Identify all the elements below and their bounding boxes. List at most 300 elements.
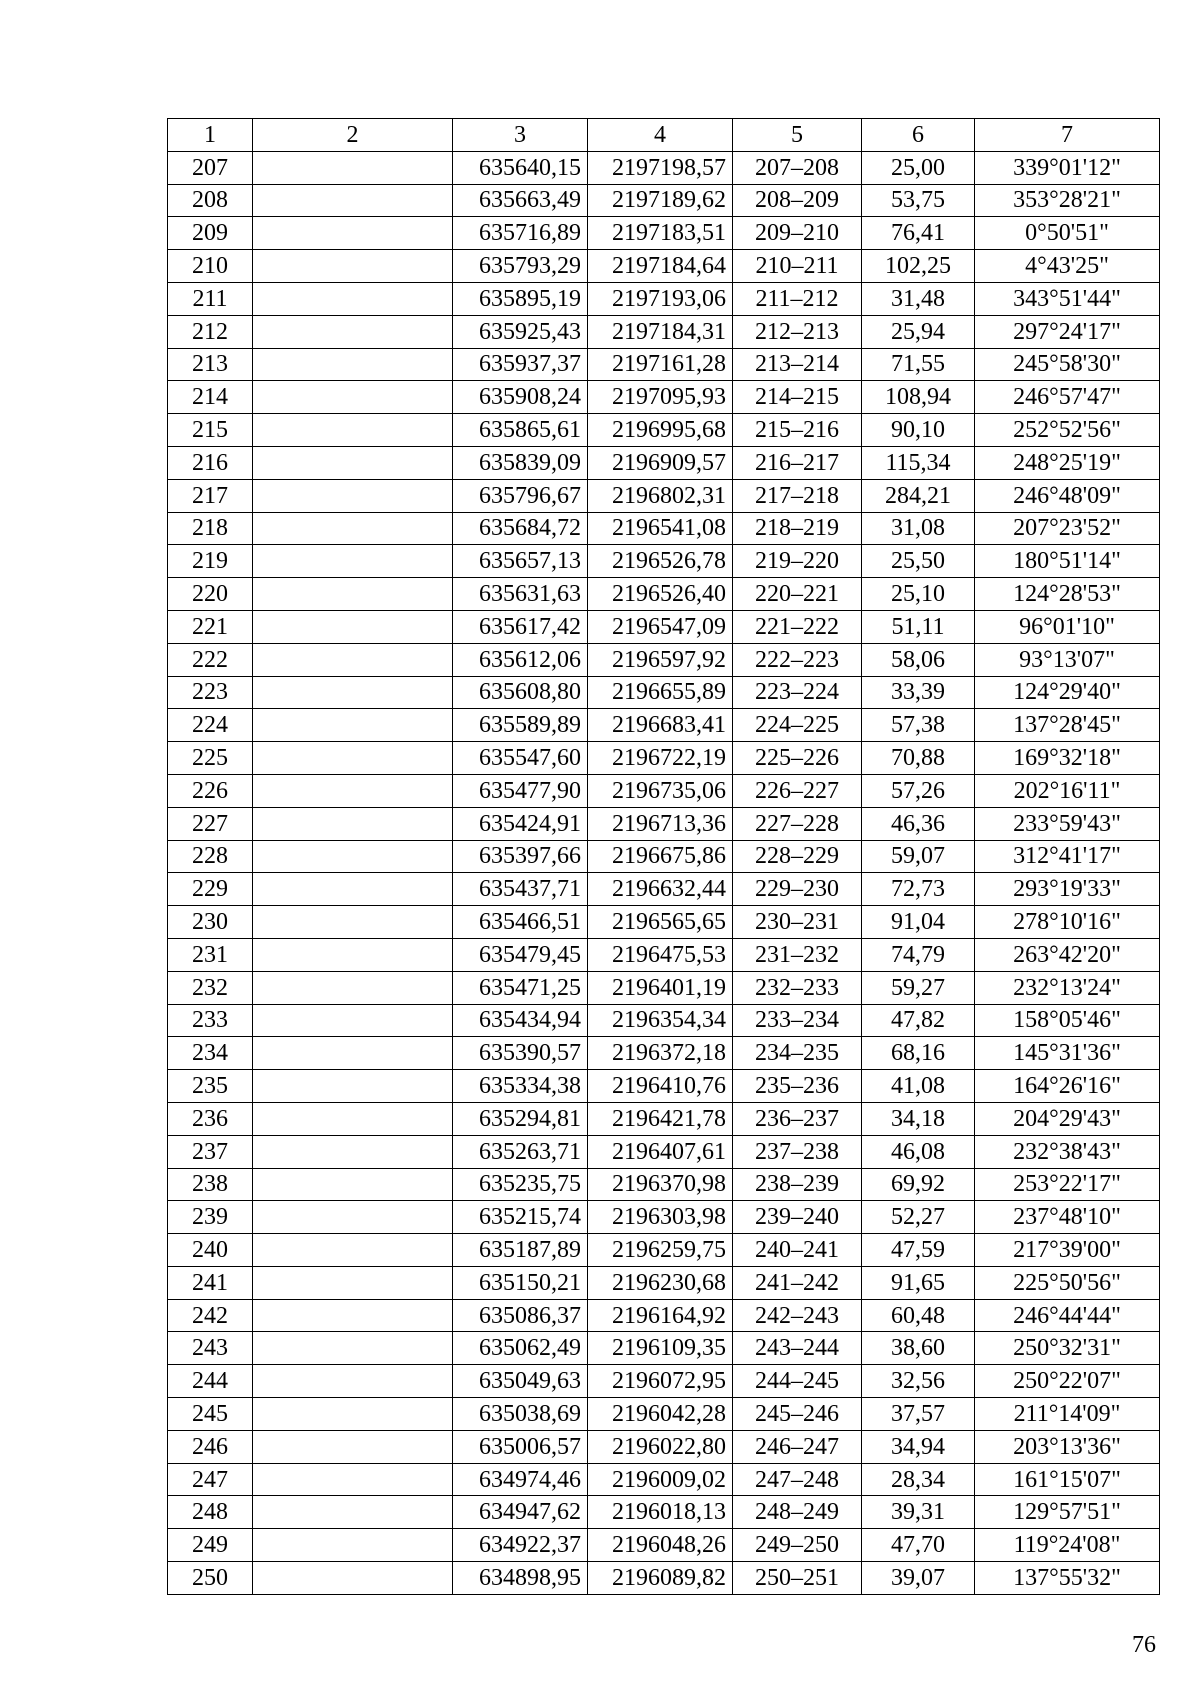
bearing-cell: 169°32'18" bbox=[975, 742, 1160, 775]
x-coordinate-cell: 634922,37 bbox=[453, 1529, 588, 1562]
point-number-cell: 233 bbox=[168, 1004, 253, 1037]
distance-cell: 34,18 bbox=[862, 1102, 975, 1135]
table-row bbox=[168, 1234, 1160, 1267]
y-coordinate-cell: 2196370,98 bbox=[588, 1168, 733, 1201]
name-cell bbox=[253, 906, 453, 939]
name-cell bbox=[253, 643, 453, 676]
x-coordinate-cell: 635657,13 bbox=[453, 545, 588, 578]
y-coordinate-cell: 2196401,19 bbox=[588, 971, 733, 1004]
segment-cell: 250–251 bbox=[733, 1562, 862, 1595]
y-coordinate-cell: 2196410,76 bbox=[588, 1070, 733, 1103]
header-cell: 7 bbox=[975, 119, 1160, 152]
table-row bbox=[168, 414, 1160, 447]
segment-cell: 234–235 bbox=[733, 1037, 862, 1070]
distance-cell: 46,36 bbox=[862, 807, 975, 840]
distance-cell: 91,04 bbox=[862, 906, 975, 939]
distance-cell: 25,50 bbox=[862, 545, 975, 578]
table-row bbox=[168, 709, 1160, 742]
point-number-cell: 220 bbox=[168, 578, 253, 611]
distance-cell: 25,94 bbox=[862, 315, 975, 348]
bearing-cell: 145°31'36" bbox=[975, 1037, 1160, 1070]
x-coordinate-cell: 635684,72 bbox=[453, 512, 588, 545]
name-cell bbox=[253, 282, 453, 315]
name-cell bbox=[253, 1529, 453, 1562]
distance-cell: 37,57 bbox=[862, 1398, 975, 1431]
name-cell bbox=[253, 578, 453, 611]
x-coordinate-cell: 634974,46 bbox=[453, 1463, 588, 1496]
distance-cell: 58,06 bbox=[862, 643, 975, 676]
name-cell bbox=[253, 1201, 453, 1234]
x-coordinate-cell: 635062,49 bbox=[453, 1332, 588, 1365]
segment-cell: 242–243 bbox=[733, 1299, 862, 1332]
x-coordinate-cell: 635215,74 bbox=[453, 1201, 588, 1234]
table-row bbox=[168, 1496, 1160, 1529]
segment-cell: 240–241 bbox=[733, 1234, 862, 1267]
table-body bbox=[168, 151, 1160, 1594]
y-coordinate-cell: 2196354,34 bbox=[588, 1004, 733, 1037]
table-row bbox=[168, 1562, 1160, 1595]
y-coordinate-cell: 2196164,92 bbox=[588, 1299, 733, 1332]
segment-cell: 218–219 bbox=[733, 512, 862, 545]
bearing-cell: 353°28'21" bbox=[975, 184, 1160, 217]
bearing-cell: 124°29'40" bbox=[975, 676, 1160, 709]
bearing-cell: 96°01'10" bbox=[975, 610, 1160, 643]
bearing-cell: 204°29'43" bbox=[975, 1102, 1160, 1135]
x-coordinate-cell: 635839,09 bbox=[453, 446, 588, 479]
x-coordinate-cell: 635925,43 bbox=[453, 315, 588, 348]
bearing-cell: 164°26'16" bbox=[975, 1070, 1160, 1103]
point-number-cell: 223 bbox=[168, 676, 253, 709]
distance-cell: 46,08 bbox=[862, 1135, 975, 1168]
bearing-cell: 245°58'30" bbox=[975, 348, 1160, 381]
distance-cell: 68,16 bbox=[862, 1037, 975, 1070]
point-number-cell: 218 bbox=[168, 512, 253, 545]
bearing-cell: 278°10'16" bbox=[975, 906, 1160, 939]
bearing-cell: 339°01'12" bbox=[975, 151, 1160, 184]
segment-cell: 241–242 bbox=[733, 1266, 862, 1299]
name-cell bbox=[253, 1234, 453, 1267]
name-cell bbox=[253, 1463, 453, 1496]
x-coordinate-cell: 635612,06 bbox=[453, 643, 588, 676]
name-cell bbox=[253, 151, 453, 184]
table-row bbox=[168, 1135, 1160, 1168]
name-cell bbox=[253, 840, 453, 873]
x-coordinate-cell: 635187,89 bbox=[453, 1234, 588, 1267]
y-coordinate-cell: 2196089,82 bbox=[588, 1562, 733, 1595]
segment-cell: 235–236 bbox=[733, 1070, 862, 1103]
point-number-cell: 228 bbox=[168, 840, 253, 873]
segment-cell: 209–210 bbox=[733, 217, 862, 250]
table-row bbox=[168, 1299, 1160, 1332]
distance-cell: 72,73 bbox=[862, 873, 975, 906]
point-number-cell: 219 bbox=[168, 545, 253, 578]
y-coordinate-cell: 2196009,02 bbox=[588, 1463, 733, 1496]
y-coordinate-cell: 2196407,61 bbox=[588, 1135, 733, 1168]
segment-cell: 245–246 bbox=[733, 1398, 862, 1431]
point-number-cell: 216 bbox=[168, 446, 253, 479]
x-coordinate-cell: 635716,89 bbox=[453, 217, 588, 250]
table-row bbox=[168, 938, 1160, 971]
y-coordinate-cell: 2196475,53 bbox=[588, 938, 733, 971]
bearing-cell: 158°05'46" bbox=[975, 1004, 1160, 1037]
table-row bbox=[168, 1070, 1160, 1103]
bearing-cell: 119°24'08" bbox=[975, 1529, 1160, 1562]
bearing-cell: 246°57'47" bbox=[975, 381, 1160, 414]
segment-cell: 216–217 bbox=[733, 446, 862, 479]
distance-cell: 108,94 bbox=[862, 381, 975, 414]
bearing-cell: 297°24'17" bbox=[975, 315, 1160, 348]
distance-cell: 47,82 bbox=[862, 1004, 975, 1037]
y-coordinate-cell: 2196526,40 bbox=[588, 578, 733, 611]
point-number-cell: 237 bbox=[168, 1135, 253, 1168]
name-cell bbox=[253, 315, 453, 348]
x-coordinate-cell: 635640,15 bbox=[453, 151, 588, 184]
segment-cell: 238–239 bbox=[733, 1168, 862, 1201]
point-number-cell: 222 bbox=[168, 643, 253, 676]
name-cell bbox=[253, 873, 453, 906]
table-row bbox=[168, 873, 1160, 906]
point-number-cell: 242 bbox=[168, 1299, 253, 1332]
distance-cell: 60,48 bbox=[862, 1299, 975, 1332]
name-cell bbox=[253, 512, 453, 545]
distance-cell: 102,25 bbox=[862, 250, 975, 283]
segment-cell: 223–224 bbox=[733, 676, 862, 709]
name-cell bbox=[253, 1398, 453, 1431]
point-number-cell: 243 bbox=[168, 1332, 253, 1365]
y-coordinate-cell: 2196735,06 bbox=[588, 774, 733, 807]
x-coordinate-cell: 635865,61 bbox=[453, 414, 588, 447]
table-row bbox=[168, 1266, 1160, 1299]
y-coordinate-cell: 2196018,13 bbox=[588, 1496, 733, 1529]
name-cell bbox=[253, 938, 453, 971]
table-row bbox=[168, 1102, 1160, 1135]
point-number-cell: 212 bbox=[168, 315, 253, 348]
distance-cell: 25,00 bbox=[862, 151, 975, 184]
point-number-cell: 240 bbox=[168, 1234, 253, 1267]
name-cell bbox=[253, 1562, 453, 1595]
table-row bbox=[168, 315, 1160, 348]
x-coordinate-cell: 635334,38 bbox=[453, 1070, 588, 1103]
y-coordinate-cell: 2196526,78 bbox=[588, 545, 733, 578]
bearing-cell: 203°13'36" bbox=[975, 1430, 1160, 1463]
segment-cell: 244–245 bbox=[733, 1365, 862, 1398]
distance-cell: 74,79 bbox=[862, 938, 975, 971]
segment-cell: 237–238 bbox=[733, 1135, 862, 1168]
name-cell bbox=[253, 479, 453, 512]
segment-cell: 219–220 bbox=[733, 545, 862, 578]
x-coordinate-cell: 635479,45 bbox=[453, 938, 588, 971]
point-number-cell: 232 bbox=[168, 971, 253, 1004]
point-number-cell: 215 bbox=[168, 414, 253, 447]
segment-cell: 233–234 bbox=[733, 1004, 862, 1037]
bearing-cell: 253°22'17" bbox=[975, 1168, 1160, 1201]
y-coordinate-cell: 2196109,35 bbox=[588, 1332, 733, 1365]
table-row bbox=[168, 610, 1160, 643]
x-coordinate-cell: 635895,19 bbox=[453, 282, 588, 315]
x-coordinate-cell: 635466,51 bbox=[453, 906, 588, 939]
distance-cell: 57,38 bbox=[862, 709, 975, 742]
name-cell bbox=[253, 807, 453, 840]
name-cell bbox=[253, 1102, 453, 1135]
point-number-cell: 230 bbox=[168, 906, 253, 939]
distance-cell: 71,55 bbox=[862, 348, 975, 381]
bearing-cell: 246°48'09" bbox=[975, 479, 1160, 512]
x-coordinate-cell: 635547,60 bbox=[453, 742, 588, 775]
name-cell bbox=[253, 381, 453, 414]
x-coordinate-cell: 635397,66 bbox=[453, 840, 588, 873]
distance-cell: 59,27 bbox=[862, 971, 975, 1004]
point-number-cell: 238 bbox=[168, 1168, 253, 1201]
distance-cell: 115,34 bbox=[862, 446, 975, 479]
point-number-cell: 231 bbox=[168, 938, 253, 971]
segment-cell: 232–233 bbox=[733, 971, 862, 1004]
x-coordinate-cell: 634898,95 bbox=[453, 1562, 588, 1595]
distance-cell: 31,48 bbox=[862, 282, 975, 315]
x-coordinate-cell: 635006,57 bbox=[453, 1430, 588, 1463]
bearing-cell: 137°55'32" bbox=[975, 1562, 1160, 1595]
x-coordinate-cell: 635908,24 bbox=[453, 381, 588, 414]
x-coordinate-cell: 635263,71 bbox=[453, 1135, 588, 1168]
table-row bbox=[168, 1463, 1160, 1496]
distance-cell: 284,21 bbox=[862, 479, 975, 512]
x-coordinate-cell: 635049,63 bbox=[453, 1365, 588, 1398]
table-row bbox=[168, 1168, 1160, 1201]
table-row bbox=[168, 184, 1160, 217]
name-cell bbox=[253, 348, 453, 381]
point-number-cell: 236 bbox=[168, 1102, 253, 1135]
name-cell bbox=[253, 1365, 453, 1398]
name-cell bbox=[253, 774, 453, 807]
table-row bbox=[168, 643, 1160, 676]
distance-cell: 52,27 bbox=[862, 1201, 975, 1234]
y-coordinate-cell: 2196421,78 bbox=[588, 1102, 733, 1135]
x-coordinate-cell: 635424,91 bbox=[453, 807, 588, 840]
y-coordinate-cell: 2196230,68 bbox=[588, 1266, 733, 1299]
segment-cell: 214–215 bbox=[733, 381, 862, 414]
point-number-cell: 241 bbox=[168, 1266, 253, 1299]
y-coordinate-cell: 2196303,98 bbox=[588, 1201, 733, 1234]
y-coordinate-cell: 2196713,36 bbox=[588, 807, 733, 840]
segment-cell: 236–237 bbox=[733, 1102, 862, 1135]
header-cell: 1 bbox=[168, 119, 253, 152]
table-row bbox=[168, 906, 1160, 939]
segment-cell: 217–218 bbox=[733, 479, 862, 512]
y-coordinate-cell: 2197193,06 bbox=[588, 282, 733, 315]
segment-cell: 230–231 bbox=[733, 906, 862, 939]
y-coordinate-cell: 2196042,28 bbox=[588, 1398, 733, 1431]
distance-cell: 57,26 bbox=[862, 774, 975, 807]
bearing-cell: 343°51'44" bbox=[975, 282, 1160, 315]
bearing-cell: 93°13'07" bbox=[975, 643, 1160, 676]
distance-cell: 34,94 bbox=[862, 1430, 975, 1463]
header-cell: 4 bbox=[588, 119, 733, 152]
name-cell bbox=[253, 709, 453, 742]
bearing-cell: 248°25'19" bbox=[975, 446, 1160, 479]
segment-cell: 229–230 bbox=[733, 873, 862, 906]
segment-cell: 215–216 bbox=[733, 414, 862, 447]
table-row bbox=[168, 217, 1160, 250]
point-number-cell: 239 bbox=[168, 1201, 253, 1234]
bearing-cell: 137°28'45" bbox=[975, 709, 1160, 742]
table-row bbox=[168, 348, 1160, 381]
name-cell bbox=[253, 742, 453, 775]
point-number-cell: 229 bbox=[168, 873, 253, 906]
y-coordinate-cell: 2196995,68 bbox=[588, 414, 733, 447]
distance-cell: 33,39 bbox=[862, 676, 975, 709]
x-coordinate-cell: 635796,67 bbox=[453, 479, 588, 512]
segment-cell: 248–249 bbox=[733, 1496, 862, 1529]
name-cell bbox=[253, 676, 453, 709]
point-number-cell: 249 bbox=[168, 1529, 253, 1562]
y-coordinate-cell: 2196048,26 bbox=[588, 1529, 733, 1562]
bearing-cell: 237°48'10" bbox=[975, 1201, 1160, 1234]
table-row bbox=[168, 545, 1160, 578]
table-row bbox=[168, 742, 1160, 775]
point-number-cell: 213 bbox=[168, 348, 253, 381]
y-coordinate-cell: 2196675,86 bbox=[588, 840, 733, 873]
header-row bbox=[168, 119, 1160, 152]
segment-cell: 225–226 bbox=[733, 742, 862, 775]
x-coordinate-cell: 635631,63 bbox=[453, 578, 588, 611]
name-cell bbox=[253, 545, 453, 578]
page-number: 76 bbox=[1132, 1632, 1156, 1658]
point-number-cell: 245 bbox=[168, 1398, 253, 1431]
point-number-cell: 234 bbox=[168, 1037, 253, 1070]
name-cell bbox=[253, 1037, 453, 1070]
header-cell: 5 bbox=[733, 119, 862, 152]
segment-cell: 227–228 bbox=[733, 807, 862, 840]
table-row bbox=[168, 1004, 1160, 1037]
y-coordinate-cell: 2196802,31 bbox=[588, 479, 733, 512]
distance-cell: 90,10 bbox=[862, 414, 975, 447]
y-coordinate-cell: 2196072,95 bbox=[588, 1365, 733, 1398]
x-coordinate-cell: 634947,62 bbox=[453, 1496, 588, 1529]
segment-cell: 239–240 bbox=[733, 1201, 862, 1234]
bearing-cell: 211°14'09" bbox=[975, 1398, 1160, 1431]
distance-cell: 47,70 bbox=[862, 1529, 975, 1562]
segment-cell: 221–222 bbox=[733, 610, 862, 643]
name-cell bbox=[253, 250, 453, 283]
y-coordinate-cell: 2196655,89 bbox=[588, 676, 733, 709]
y-coordinate-cell: 2196565,65 bbox=[588, 906, 733, 939]
point-number-cell: 214 bbox=[168, 381, 253, 414]
distance-cell: 41,08 bbox=[862, 1070, 975, 1103]
bearing-cell: 246°44'44" bbox=[975, 1299, 1160, 1332]
point-number-cell: 208 bbox=[168, 184, 253, 217]
point-number-cell: 250 bbox=[168, 1562, 253, 1595]
bearing-cell: 180°51'14" bbox=[975, 545, 1160, 578]
segment-cell: 228–229 bbox=[733, 840, 862, 873]
y-coordinate-cell: 2197184,64 bbox=[588, 250, 733, 283]
point-number-cell: 246 bbox=[168, 1430, 253, 1463]
segment-cell: 208–209 bbox=[733, 184, 862, 217]
point-number-cell: 217 bbox=[168, 479, 253, 512]
segment-cell: 224–225 bbox=[733, 709, 862, 742]
name-cell bbox=[253, 217, 453, 250]
bearing-cell: 293°19'33" bbox=[975, 873, 1160, 906]
table-row bbox=[168, 282, 1160, 315]
distance-cell: 91,65 bbox=[862, 1266, 975, 1299]
x-coordinate-cell: 635434,94 bbox=[453, 1004, 588, 1037]
bearing-cell: 312°41'17" bbox=[975, 840, 1160, 873]
table-row bbox=[168, 1037, 1160, 1070]
x-coordinate-cell: 635294,81 bbox=[453, 1102, 588, 1135]
bearing-cell: 129°57'51" bbox=[975, 1496, 1160, 1529]
table-row bbox=[168, 1365, 1160, 1398]
bearing-cell: 263°42'20" bbox=[975, 938, 1160, 971]
y-coordinate-cell: 2196683,41 bbox=[588, 709, 733, 742]
y-coordinate-cell: 2196547,09 bbox=[588, 610, 733, 643]
table-row bbox=[168, 971, 1160, 1004]
x-coordinate-cell: 635617,42 bbox=[453, 610, 588, 643]
x-coordinate-cell: 635589,89 bbox=[453, 709, 588, 742]
table-row bbox=[168, 807, 1160, 840]
bearing-cell: 161°15'07" bbox=[975, 1463, 1160, 1496]
bearing-cell: 124°28'53" bbox=[975, 578, 1160, 611]
x-coordinate-cell: 635086,37 bbox=[453, 1299, 588, 1332]
name-cell bbox=[253, 1332, 453, 1365]
point-number-cell: 244 bbox=[168, 1365, 253, 1398]
point-number-cell: 227 bbox=[168, 807, 253, 840]
table-row bbox=[168, 1529, 1160, 1562]
name-cell bbox=[253, 1004, 453, 1037]
distance-cell: 39,07 bbox=[862, 1562, 975, 1595]
y-coordinate-cell: 2196372,18 bbox=[588, 1037, 733, 1070]
x-coordinate-cell: 635663,49 bbox=[453, 184, 588, 217]
point-number-cell: 224 bbox=[168, 709, 253, 742]
header-cell: 2 bbox=[253, 119, 453, 152]
distance-cell: 25,10 bbox=[862, 578, 975, 611]
y-coordinate-cell: 2197189,62 bbox=[588, 184, 733, 217]
x-coordinate-cell: 635235,75 bbox=[453, 1168, 588, 1201]
segment-cell: 210–211 bbox=[733, 250, 862, 283]
distance-cell: 32,56 bbox=[862, 1365, 975, 1398]
name-cell bbox=[253, 1135, 453, 1168]
bearing-cell: 225°50'56" bbox=[975, 1266, 1160, 1299]
table-row bbox=[168, 479, 1160, 512]
bearing-cell: 250°32'31" bbox=[975, 1332, 1160, 1365]
name-cell bbox=[253, 414, 453, 447]
name-cell bbox=[253, 1168, 453, 1201]
y-coordinate-cell: 2196909,57 bbox=[588, 446, 733, 479]
header-cell: 3 bbox=[453, 119, 588, 152]
table-row bbox=[168, 381, 1160, 414]
x-coordinate-cell: 635437,71 bbox=[453, 873, 588, 906]
distance-cell: 28,34 bbox=[862, 1463, 975, 1496]
distance-cell: 59,07 bbox=[862, 840, 975, 873]
segment-cell: 249–250 bbox=[733, 1529, 862, 1562]
y-coordinate-cell: 2196022,80 bbox=[588, 1430, 733, 1463]
x-coordinate-cell: 635937,37 bbox=[453, 348, 588, 381]
bearing-cell: 233°59'43" bbox=[975, 807, 1160, 840]
name-cell bbox=[253, 446, 453, 479]
segment-cell: 243–244 bbox=[733, 1332, 862, 1365]
name-cell bbox=[253, 1266, 453, 1299]
table-row bbox=[168, 151, 1160, 184]
x-coordinate-cell: 635471,25 bbox=[453, 971, 588, 1004]
segment-cell: 247–248 bbox=[733, 1463, 862, 1496]
segment-cell: 246–247 bbox=[733, 1430, 862, 1463]
table-row bbox=[168, 840, 1160, 873]
point-number-cell: 210 bbox=[168, 250, 253, 283]
y-coordinate-cell: 2196632,44 bbox=[588, 873, 733, 906]
y-coordinate-cell: 2197183,51 bbox=[588, 217, 733, 250]
name-cell bbox=[253, 1430, 453, 1463]
x-coordinate-cell: 635793,29 bbox=[453, 250, 588, 283]
distance-cell: 51,11 bbox=[862, 610, 975, 643]
bearing-cell: 207°23'52" bbox=[975, 512, 1160, 545]
name-cell bbox=[253, 1496, 453, 1529]
